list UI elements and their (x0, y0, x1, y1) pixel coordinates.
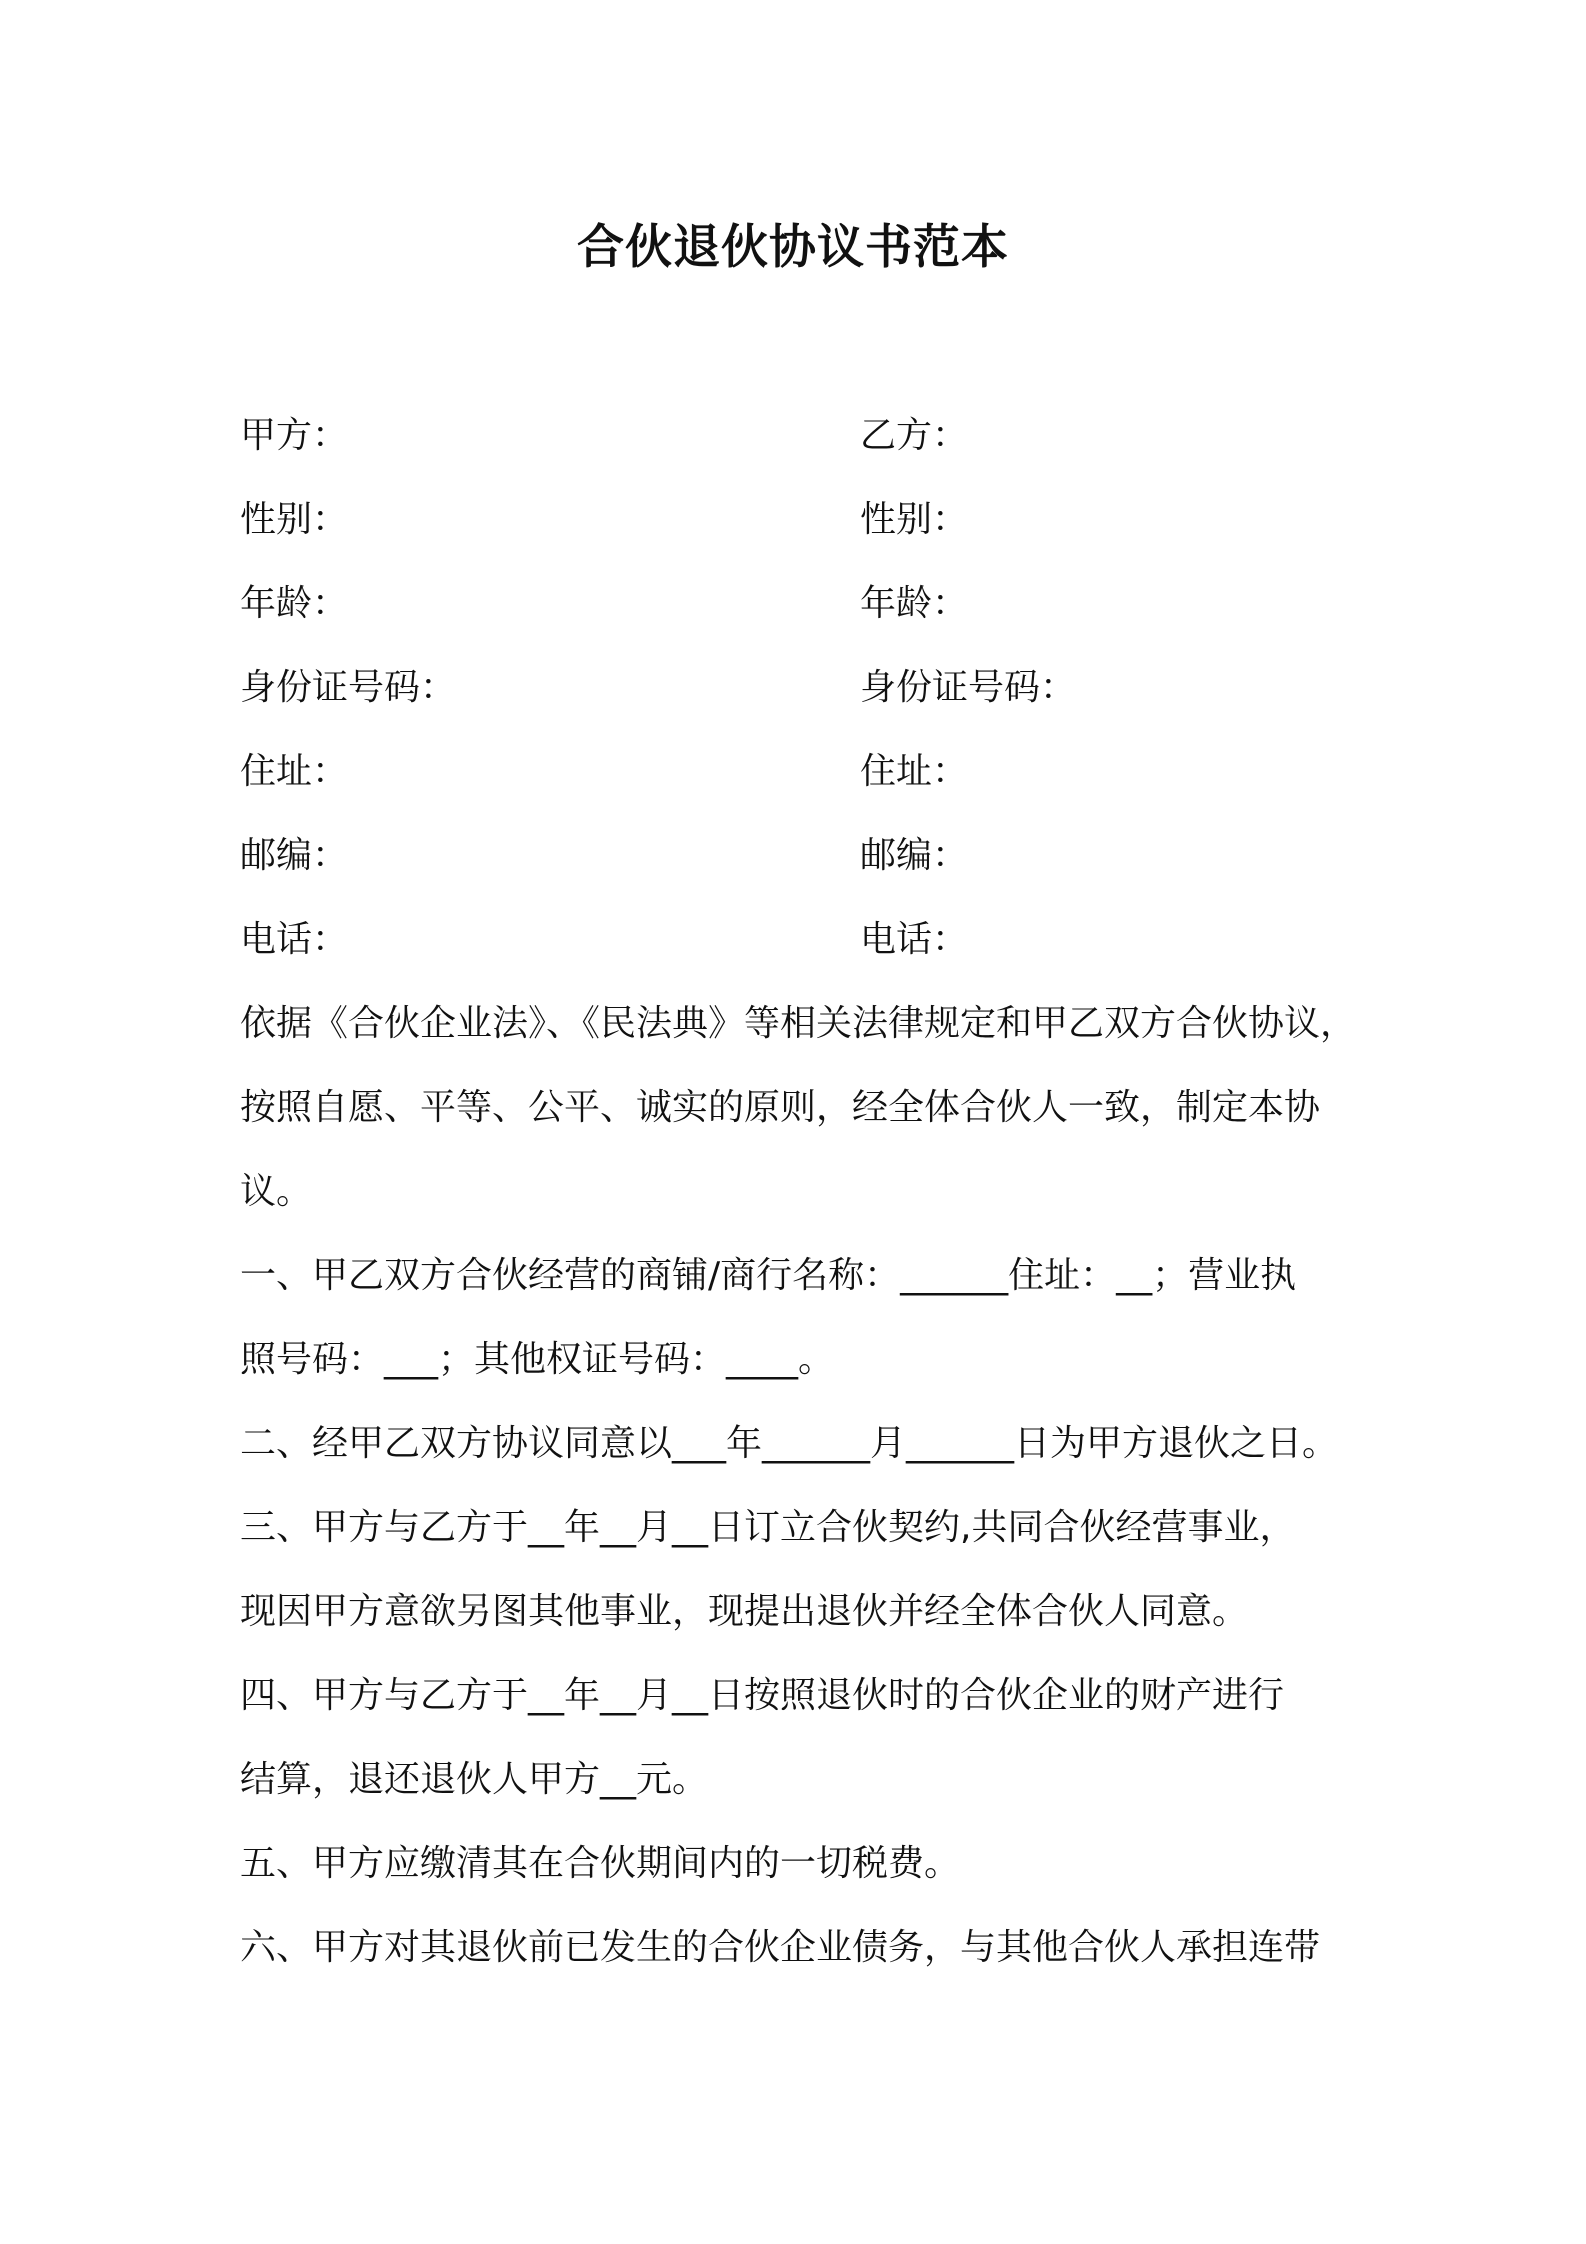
party-info-row (240, 562, 1360, 646)
body-line: 依据《合伙企业法》、《民法典》等相关法律规定和甲乙双方合伙协议， (240, 1003, 1357, 1044)
body-line: 六、甲方对其退伙前已发生的合伙企业债务，与其他合伙人承担连带 (240, 1927, 1321, 1968)
party-a-field: 邮编： (240, 835, 349, 876)
party-b-field: 乙方： (860, 415, 969, 456)
body-line: 结算，退还退伙人甲方__元。 (240, 1759, 709, 1800)
party-b-field: 电话： (860, 919, 969, 960)
party-a-field: 甲方： (240, 415, 349, 456)
party-a-field: 电话： (240, 919, 349, 960)
body-line: 按照自愿、平等、公平、诚实的原则，经全体合伙人一致，制定本协 (240, 1087, 1321, 1128)
party-info-row (240, 898, 1360, 982)
party-info-row (240, 730, 1360, 814)
party-info-section (240, 394, 1360, 982)
party-a-field: 年龄： (240, 583, 349, 624)
party-info-row (240, 478, 1360, 562)
body-line: 三、甲方与乙方于__年__月__日订立合伙契约,共同合伙经营事业， (240, 1507, 1296, 1548)
body-line: 现因甲方意欲另图其他事业，现提出退伙并经全体合伙人同意。 (240, 1591, 1249, 1632)
party-b-field: 住址： (860, 751, 969, 792)
party-a-field: 住址： (240, 751, 349, 792)
party-b-field: 邮编： (860, 835, 969, 876)
body-line: 照号码：___；其他权证号码：____。 (240, 1339, 835, 1380)
party-b-field: 身份证号码： (860, 667, 1077, 708)
party-a-field: 身份证号码： (240, 667, 457, 708)
party-a-field: 性别： (240, 499, 349, 540)
body-line: 五、甲方应缴清其在合伙期间内的一切税费。 (240, 1843, 961, 1884)
document-title: 合伙退伙协议书范本 (577, 220, 1009, 275)
party-b-field: 性别： (860, 499, 969, 540)
party-info-row (240, 646, 1360, 730)
body-line: 议。 (240, 1171, 313, 1212)
party-info-row (240, 814, 1360, 898)
body-line: 四、甲方与乙方于__年__月__日按照退伙时的合伙企业的财产进行 (240, 1675, 1285, 1716)
body-line: 一、甲乙双方合伙经营的商铺/商行名称：______住址：__；营业执 (240, 1255, 1297, 1296)
body-line: 二、经甲乙双方协议同意以___年______月______日为甲方退伙之日。 (240, 1423, 1339, 1464)
party-info-row (240, 394, 1360, 478)
party-b-field: 年龄： (860, 583, 969, 624)
agreement-body (240, 982, 1358, 1990)
